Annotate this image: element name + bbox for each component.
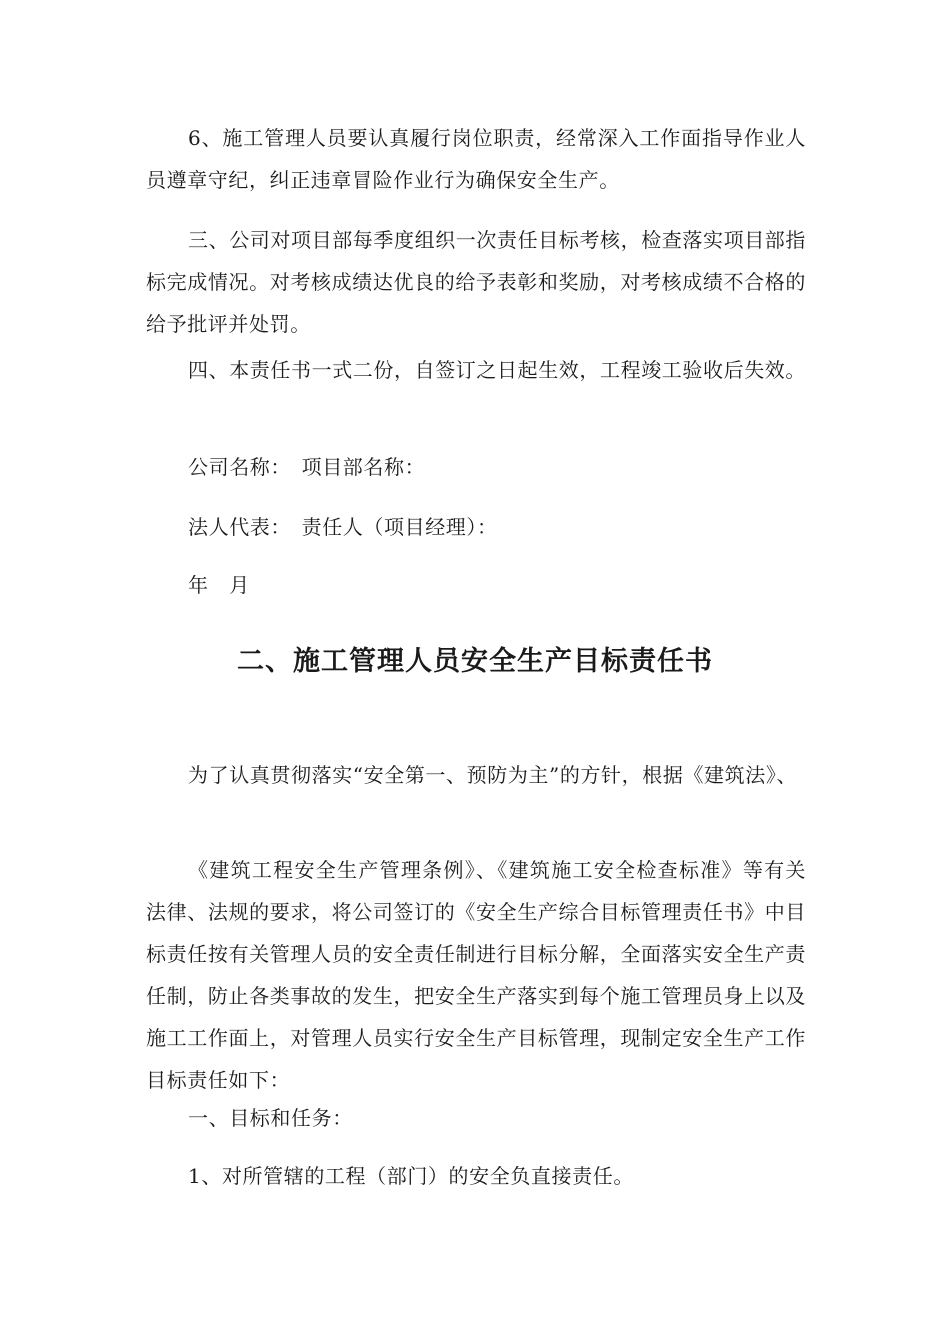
paragraph-section-4: 四、本责任书一式二份，自签订之日起生效，工程竣工验收后失效。 xyxy=(188,358,806,382)
paragraph-intro: 为了认真贯彻落实“安全第一、预防为主”的方针，根据《建筑法》、 xyxy=(188,763,798,787)
signature-date-line: 年 月 xyxy=(188,573,250,597)
section-heading: 二、施工管理人员安全生产目标责任书 xyxy=(237,646,713,677)
signature-representative-line: 法人代表： 责任人（项目经理）： xyxy=(188,515,498,539)
subheading-goals: 一、目标和任务： xyxy=(188,1106,353,1130)
paragraph-item-6: 6、施工管理人员要认真履行岗位职责，经常深入工作面指导作业人员遵章守纪，纠正违章冒险作业行为确保安全生产。 xyxy=(146,126,806,192)
paragraph-section-3: 三、公司对项目部每季度组织一次责任目标考核，检查落实项目部指标完成情况。对考核成绩达优良的给予表彰和奖励，对考核成绩不合格的给予批评并处罚。 xyxy=(146,228,806,336)
paragraph-body: 《建筑工程安全生产管理条例》、《建筑施工安全检查标准》等有关法律、法规的要求，将公司签订的《安全生产综合目标管理责任书》中目标责任按有关管理人员的安全责任制进行目标分解，全面落实安全生产责任制，防止各类事故的发生，把安全生产落实到每个施工管理员身上以及施工工作面上，对管理人员实行安全生产目标管理，现制定安全生产工作目标责任如下： xyxy=(146,858,806,1092)
paragraph-item-1: 1、对所管辖的工程（部门）的安全负直接责任。 xyxy=(188,1164,634,1188)
signature-company-line: 公司名称： 项目部名称： xyxy=(188,455,426,479)
